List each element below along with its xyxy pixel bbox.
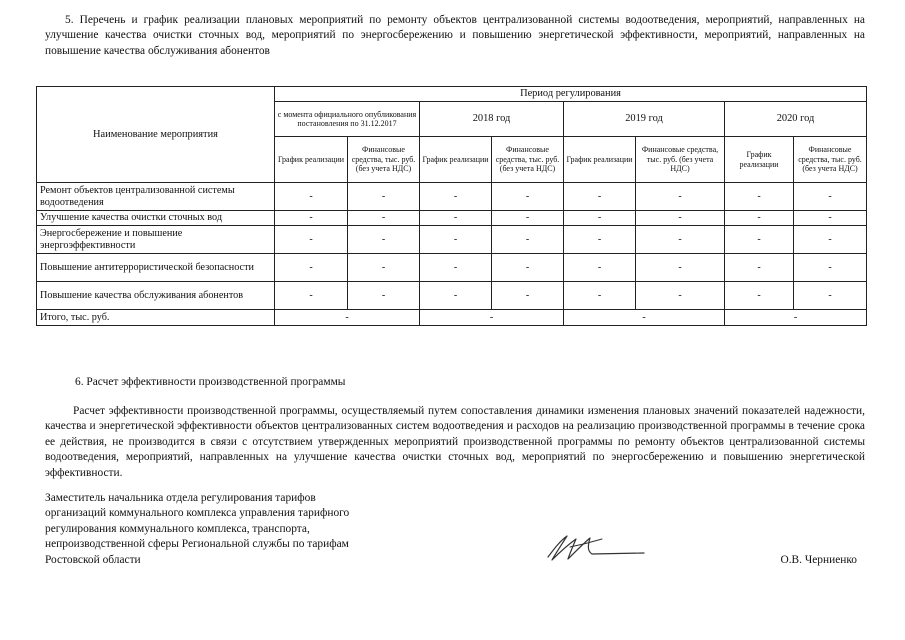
table-cell: - bbox=[725, 254, 794, 282]
table-cell: - bbox=[275, 226, 348, 254]
header-row-period bbox=[37, 87, 867, 102]
table-cell: - bbox=[348, 211, 420, 226]
total-label: Итого, тыс. руб. bbox=[37, 310, 275, 326]
total-cell-2017: - bbox=[275, 310, 420, 326]
table-cell: - bbox=[492, 211, 564, 226]
row-name: Улучшение качества очистки сточных вод bbox=[37, 211, 275, 226]
table-cell: - bbox=[420, 254, 492, 282]
finance-header-2019: Финансовые средства, тыс. руб. (без учета НДС) bbox=[636, 137, 725, 183]
table-row bbox=[37, 183, 867, 211]
section-6-title: 6. Расчет эффективности производственной программы bbox=[75, 376, 346, 388]
finance-header-2017: Финансовые средства, тыс. руб. (без учета НДС) bbox=[348, 137, 420, 183]
table-cell: - bbox=[636, 226, 725, 254]
table-cell: - bbox=[348, 282, 420, 310]
table-cell: - bbox=[420, 282, 492, 310]
table-cell: - bbox=[564, 226, 636, 254]
table-cell: - bbox=[348, 254, 420, 282]
signer-name: О.В. Черниенко bbox=[780, 554, 857, 566]
table-cell: - bbox=[636, 282, 725, 310]
activities-table bbox=[36, 86, 867, 326]
table-row bbox=[37, 226, 867, 254]
table-cell: - bbox=[275, 183, 348, 211]
schedule-header-2020: График реализации bbox=[725, 137, 794, 183]
table-cell: - bbox=[492, 226, 564, 254]
schedule-header-2017: График реализации bbox=[275, 137, 348, 183]
table-cell: - bbox=[725, 226, 794, 254]
row-name: Ремонт объектов централизованной системы водоотведения bbox=[37, 183, 275, 211]
table-cell: - bbox=[492, 183, 564, 211]
row-name: Повышение качества обслуживания абонентов bbox=[37, 282, 275, 310]
table-cell: - bbox=[564, 211, 636, 226]
table-cell: - bbox=[564, 282, 636, 310]
table-cell: - bbox=[725, 183, 794, 211]
table-cell: - bbox=[636, 183, 725, 211]
table-cell: - bbox=[636, 211, 725, 226]
total-cell-2019: - bbox=[564, 310, 725, 326]
table-cell: - bbox=[420, 226, 492, 254]
table-cell: - bbox=[348, 226, 420, 254]
table-cell: - bbox=[492, 254, 564, 282]
total-cell-2020: - bbox=[725, 310, 867, 326]
table-cell: - bbox=[564, 183, 636, 211]
table-cell: - bbox=[725, 211, 794, 226]
period-header: Период регулирования bbox=[275, 87, 867, 102]
table-cell: - bbox=[348, 183, 420, 211]
table-cell: - bbox=[794, 254, 867, 282]
handwritten-signature bbox=[540, 527, 650, 567]
table-cell: - bbox=[275, 282, 348, 310]
section-6-body: Расчет эффективности производственной программы, осуществляемый путем сопоставления динамики изменения плановых значений показателей надежности, качества и энергетической эффективности объектов централизованных систем водоотведения и расходов на реализацию производственной программы в течение срока ее действия, не производится в связи с отсутствием утвержденных мероприятий производственной программы по ремонту объектов централизованной системы водоотведения, мероприятий, направленных на улучшение качества очистки сточных вод, мероприятий по энергосбережению и повышению энергетической эффективности. bbox=[45, 405, 865, 479]
section-5-title: 5. Перечень и график реализации плановых мероприятий по ремонту объектов централизованной системы водоотведения, мероприятий, направленных на улучшение качества очистки сточных вод, мероприятий по энергосбережению и повышению энергетической эффективности, мероприятий, направленных на повышение качества обслуживания абонентов bbox=[45, 14, 865, 57]
table-cell: - bbox=[275, 254, 348, 282]
schedule-header-2019: График реализации bbox=[564, 137, 636, 183]
table-cell: - bbox=[794, 226, 867, 254]
signer-position: Заместитель начальника отдела регулирования тарифов организаций коммунального комплекса управления тарифного регулирования коммунального комплекса, транспорта, непроизводственной сферы Региональной службы по тарифам Ростовской области bbox=[45, 492, 350, 566]
row-name: Энергосбережение и повышение энергоэффективности bbox=[37, 226, 275, 254]
total-cell-2018: - bbox=[420, 310, 564, 326]
schedule-header-2018: График реализации bbox=[420, 137, 492, 183]
table-row bbox=[37, 254, 867, 282]
table-cell: - bbox=[794, 183, 867, 211]
period-header-2018: 2018 год bbox=[420, 102, 564, 137]
table-cell: - bbox=[794, 282, 867, 310]
finance-header-2020: Финансовые средства, тыс. руб. (без учета НДС) bbox=[794, 137, 867, 183]
table-cell: - bbox=[420, 183, 492, 211]
period-header-2017: с момента официального опубликования постановления по 31.12.2017 bbox=[275, 102, 420, 137]
table-cell: - bbox=[275, 211, 348, 226]
table-cell: - bbox=[492, 282, 564, 310]
table-cell: - bbox=[636, 254, 725, 282]
row-name: Повышение антитеррористической безопасности bbox=[37, 254, 275, 282]
total-row bbox=[37, 310, 867, 326]
table-cell: - bbox=[725, 282, 794, 310]
period-header-2019: 2019 год bbox=[564, 102, 725, 137]
table-cell: - bbox=[420, 211, 492, 226]
finance-header-2018: Финансовые средства, тыс. руб. (без учета НДС) bbox=[492, 137, 564, 183]
period-header-2020: 2020 год bbox=[725, 102, 867, 137]
table-cell: - bbox=[794, 211, 867, 226]
table-cell: - bbox=[564, 254, 636, 282]
table-row bbox=[37, 282, 867, 310]
table-row bbox=[37, 211, 867, 226]
activity-name-header: Наименование мероприятия bbox=[37, 87, 275, 183]
